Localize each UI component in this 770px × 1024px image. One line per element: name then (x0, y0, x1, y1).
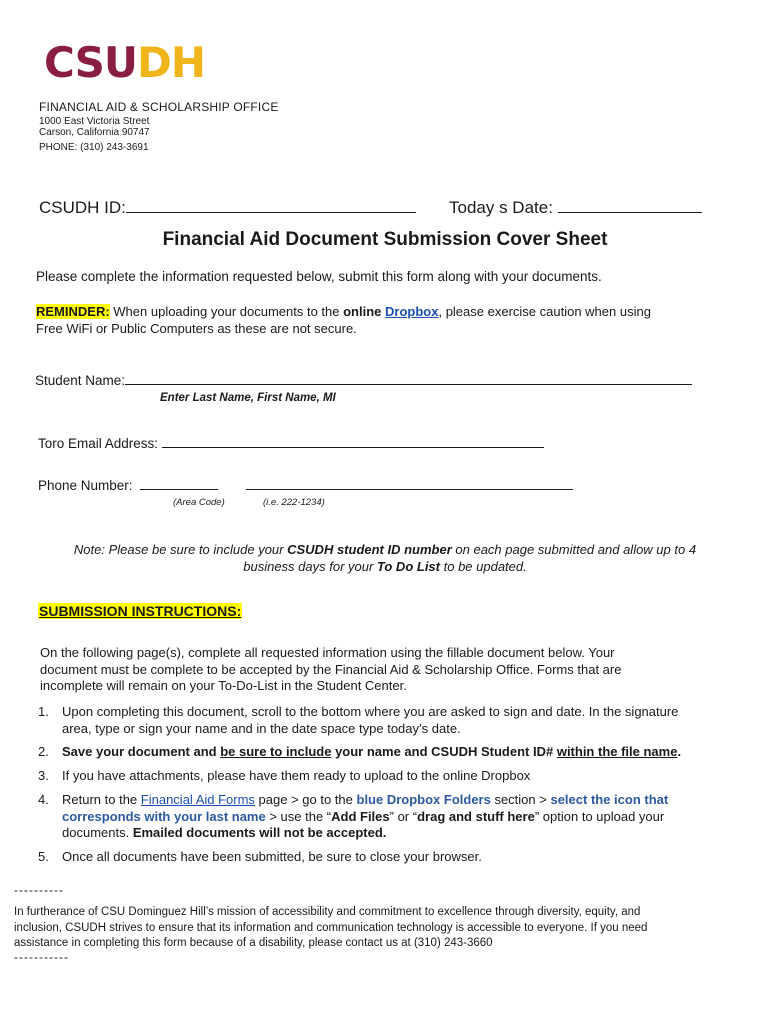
csudh-id-field[interactable] (39, 198, 416, 218)
area-code-line[interactable] (140, 489, 218, 490)
step-1 (38, 704, 728, 737)
step-4-k: ” option to upload your (534, 808, 665, 824)
financial-aid-forms-link[interactable]: Financial Aid Forms (140, 792, 255, 807)
student-name-label: Student Name: (35, 373, 126, 388)
note-text-4: to be updated. (440, 559, 527, 574)
note-paragraph (0, 541, 770, 575)
area-code-hint: (Area Code) (173, 497, 225, 508)
logo-text-dh: DH (136, 38, 205, 87)
email-label: Toro Email Address: (38, 436, 159, 451)
csudh-logo (44, 38, 205, 87)
intro-text: Please complete the information requested below, submit this form along with your documents. (36, 269, 602, 284)
page-title: Financial Aid Document Submission Cover Sheet (162, 229, 608, 250)
logo-text-csu: CSU (44, 38, 137, 87)
step-4-c: blue Dropbox Folders (356, 792, 491, 807)
step-4-l: documents. (62, 825, 133, 840)
todays-date-line[interactable] (558, 212, 702, 213)
step-2 (38, 744, 728, 761)
step-4 (38, 792, 728, 842)
instructions-intro (40, 645, 740, 695)
step-2-d: within the file name (556, 744, 678, 759)
step-1-line-1: Upon completing this document, scroll to the bottom where you are asked to sign and date. In the signature (62, 704, 679, 719)
footer-divider-bottom: ----------- (14, 950, 69, 964)
csudh-id-line[interactable] (126, 212, 416, 213)
reminder-paragraph (36, 303, 736, 337)
step-1-line-2: area, type or sign your name and in the date space type today’s date. (62, 720, 461, 736)
step-4-e: select the icon that (550, 792, 669, 807)
note-text-1: Note: Please be sure to include your (73, 542, 288, 557)
step-2-e: . (677, 744, 682, 759)
student-name-field[interactable] (35, 373, 692, 388)
step-5-text: Once all documents have been submitted, be sure to close your browser. (62, 849, 482, 864)
email-line[interactable] (162, 447, 544, 448)
step-3-text: If you have attachments, please have them ready to upload to the online Dropbox (62, 768, 531, 783)
step-2-a: Save your document and (62, 744, 221, 759)
phone-field[interactable] (38, 478, 573, 493)
dropbox-link[interactable]: Dropbox (385, 304, 439, 319)
todays-date-field[interactable] (449, 198, 702, 218)
step-2-number: 2. (38, 744, 49, 759)
email-field[interactable] (38, 436, 544, 451)
student-name-hint: Enter Last Name, First Name, MI (160, 392, 336, 404)
step-4-b: page > go to the (254, 792, 357, 807)
step-2-c: your name and CSUDH Student ID# (331, 744, 557, 759)
todays-date-label: Today s Date: (449, 198, 553, 217)
note-text-3: business days for your (243, 559, 377, 574)
step-3-number: 3. (38, 768, 49, 783)
step-5 (38, 849, 728, 866)
step-4-i: ” or “ (389, 808, 418, 824)
step-4-number: 4. (38, 792, 49, 807)
footer-line-3: assistance in completing this form because of a disability, please contact us at (310) 243-3660 (14, 937, 493, 949)
step-2-b: be sure to include (220, 744, 332, 759)
submission-heading: SUBMISSION INSTRUCTIONS: (39, 603, 242, 619)
footer-line-1: In furtherance of CSU Dominguez Hill’s mission of accessibility and commitment to excellence through diversity, equity, and (14, 906, 641, 918)
footer-divider-top: ---------- (14, 883, 64, 897)
footer-line-2: inclusion, CSUDH strives to ensure that its information and communication technology is accessible to everyone. If you need (14, 921, 648, 934)
instructions-line-1: On the following page(s), complete all requested information using the fillable document below. Your (40, 645, 615, 660)
reminder-label: REMINDER: (36, 304, 110, 319)
note-text-2: on each page submitted and allow up to 4 (451, 542, 697, 557)
step-4-m: Emailed documents will not be accepted. (132, 825, 387, 840)
step-4-a: Return to the (62, 792, 141, 807)
note-bold-id: CSUDH student ID number (287, 542, 452, 557)
note-bold-todo: To Do List (376, 559, 440, 574)
accessibility-statement (14, 905, 714, 952)
reminder-text-3: Free WiFi or Public Computers as these are not secure. (36, 321, 357, 336)
step-3 (38, 768, 728, 785)
instructions-line-3: incomplete will remain on your To-Do-List in the Student Center. (40, 678, 407, 693)
phone-number-line[interactable] (246, 489, 573, 490)
reminder-online: online (343, 304, 382, 319)
office-city: Carson, California 90747 (39, 127, 150, 138)
instructions-line-2: document must be complete to be accepted by the Financial Aid & Scholarship Office. Forms that are (40, 661, 622, 677)
step-4-g: > use the “ (265, 808, 332, 824)
step-4-d: section > (490, 792, 551, 807)
step-4-j: drag and stuff here (417, 808, 535, 824)
office-street: 1000 East Victoria Street (39, 116, 150, 127)
step-4-h: Add Files (331, 808, 390, 824)
student-name-line[interactable] (125, 384, 692, 385)
office-name: FINANCIAL AID & SCHOLARSHIP OFFICE (39, 100, 279, 114)
step-4-f: corresponds with your last name (62, 808, 266, 824)
step-1-number: 1. (38, 704, 49, 719)
office-phone: PHONE: (310) 243-3691 (39, 142, 149, 153)
phone-label: Phone Number: (38, 478, 133, 493)
reminder-text-2: , please exercise caution when using (438, 304, 651, 319)
phone-number-hint: (i.e. 222-1234) (263, 497, 325, 508)
csudh-id-label: CSUDH ID: (39, 198, 126, 217)
reminder-text: When uploading your documents to the (109, 304, 344, 319)
step-5-number: 5. (38, 849, 49, 864)
